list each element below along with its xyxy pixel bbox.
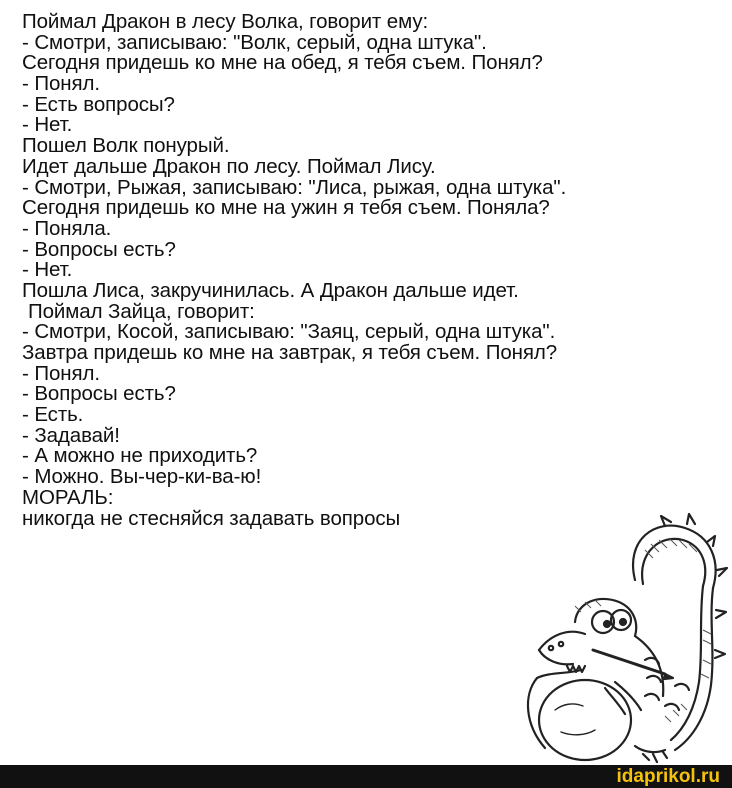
story-line: - Смотри, записываю: "Волк, серый, одна штука". [22, 30, 487, 54]
story-line: Сегодня придешь ко мне на ужин я тебя съем. Поняла? [22, 196, 550, 220]
dragon-holding-egg-icon [515, 510, 730, 765]
story-line: Завтра придешь ко мне на завтрак, я тебя съем. Понял? [22, 341, 558, 364]
story-line: - Нет. [22, 113, 73, 137]
joke-text [22, 12, 722, 529]
moral-text: никогда не стесняйся задавать вопросы [22, 506, 401, 530]
story-line: Идет дальше Дракон по лесу. Поймал Лису. [22, 154, 436, 178]
story-line: - Понял. [22, 72, 100, 96]
story-line: - Понял. [22, 361, 100, 385]
story-line: - Можно. Вы-чер-ки-ва-ю! [22, 465, 262, 489]
story-line: Пошла Лиса, закручинилась. А Дракон дальше идет. [22, 278, 519, 302]
story-line: Поймал Зайца, говорит: [28, 299, 255, 323]
watermark-bar [0, 765, 732, 788]
story-line: Пошел Волк понурый. [22, 134, 230, 158]
story-line: - Смотри, Косой, записываю: "Заяц, серый, одна штука". [22, 320, 556, 344]
story-line: - Задавай! [22, 423, 120, 447]
story-line: - Есть вопросы? [22, 92, 175, 116]
story-line: - Поняла. [22, 216, 112, 240]
story-line: Сегодня придешь ко мне на обед, я тебя съем. Понял? [22, 51, 543, 75]
moral-heading: МОРАЛЬ: [22, 485, 114, 509]
site-watermark[interactable]: idaprikol.ru [616, 766, 720, 787]
story-line: Поймал Дракон в лесу Волка, говорит ему: [22, 10, 429, 33]
story-line: - Нет. [22, 258, 73, 282]
story-line: - Есть. [22, 403, 84, 427]
story-line: - Вопросы есть? [22, 237, 176, 261]
story-line: - А можно не приходить? [22, 444, 258, 468]
story-line: - Вопросы есть? [22, 382, 176, 406]
story-line: - Смотри, Рыжая, записываю: "Лиса, рыжая, одна штука". [22, 175, 567, 199]
